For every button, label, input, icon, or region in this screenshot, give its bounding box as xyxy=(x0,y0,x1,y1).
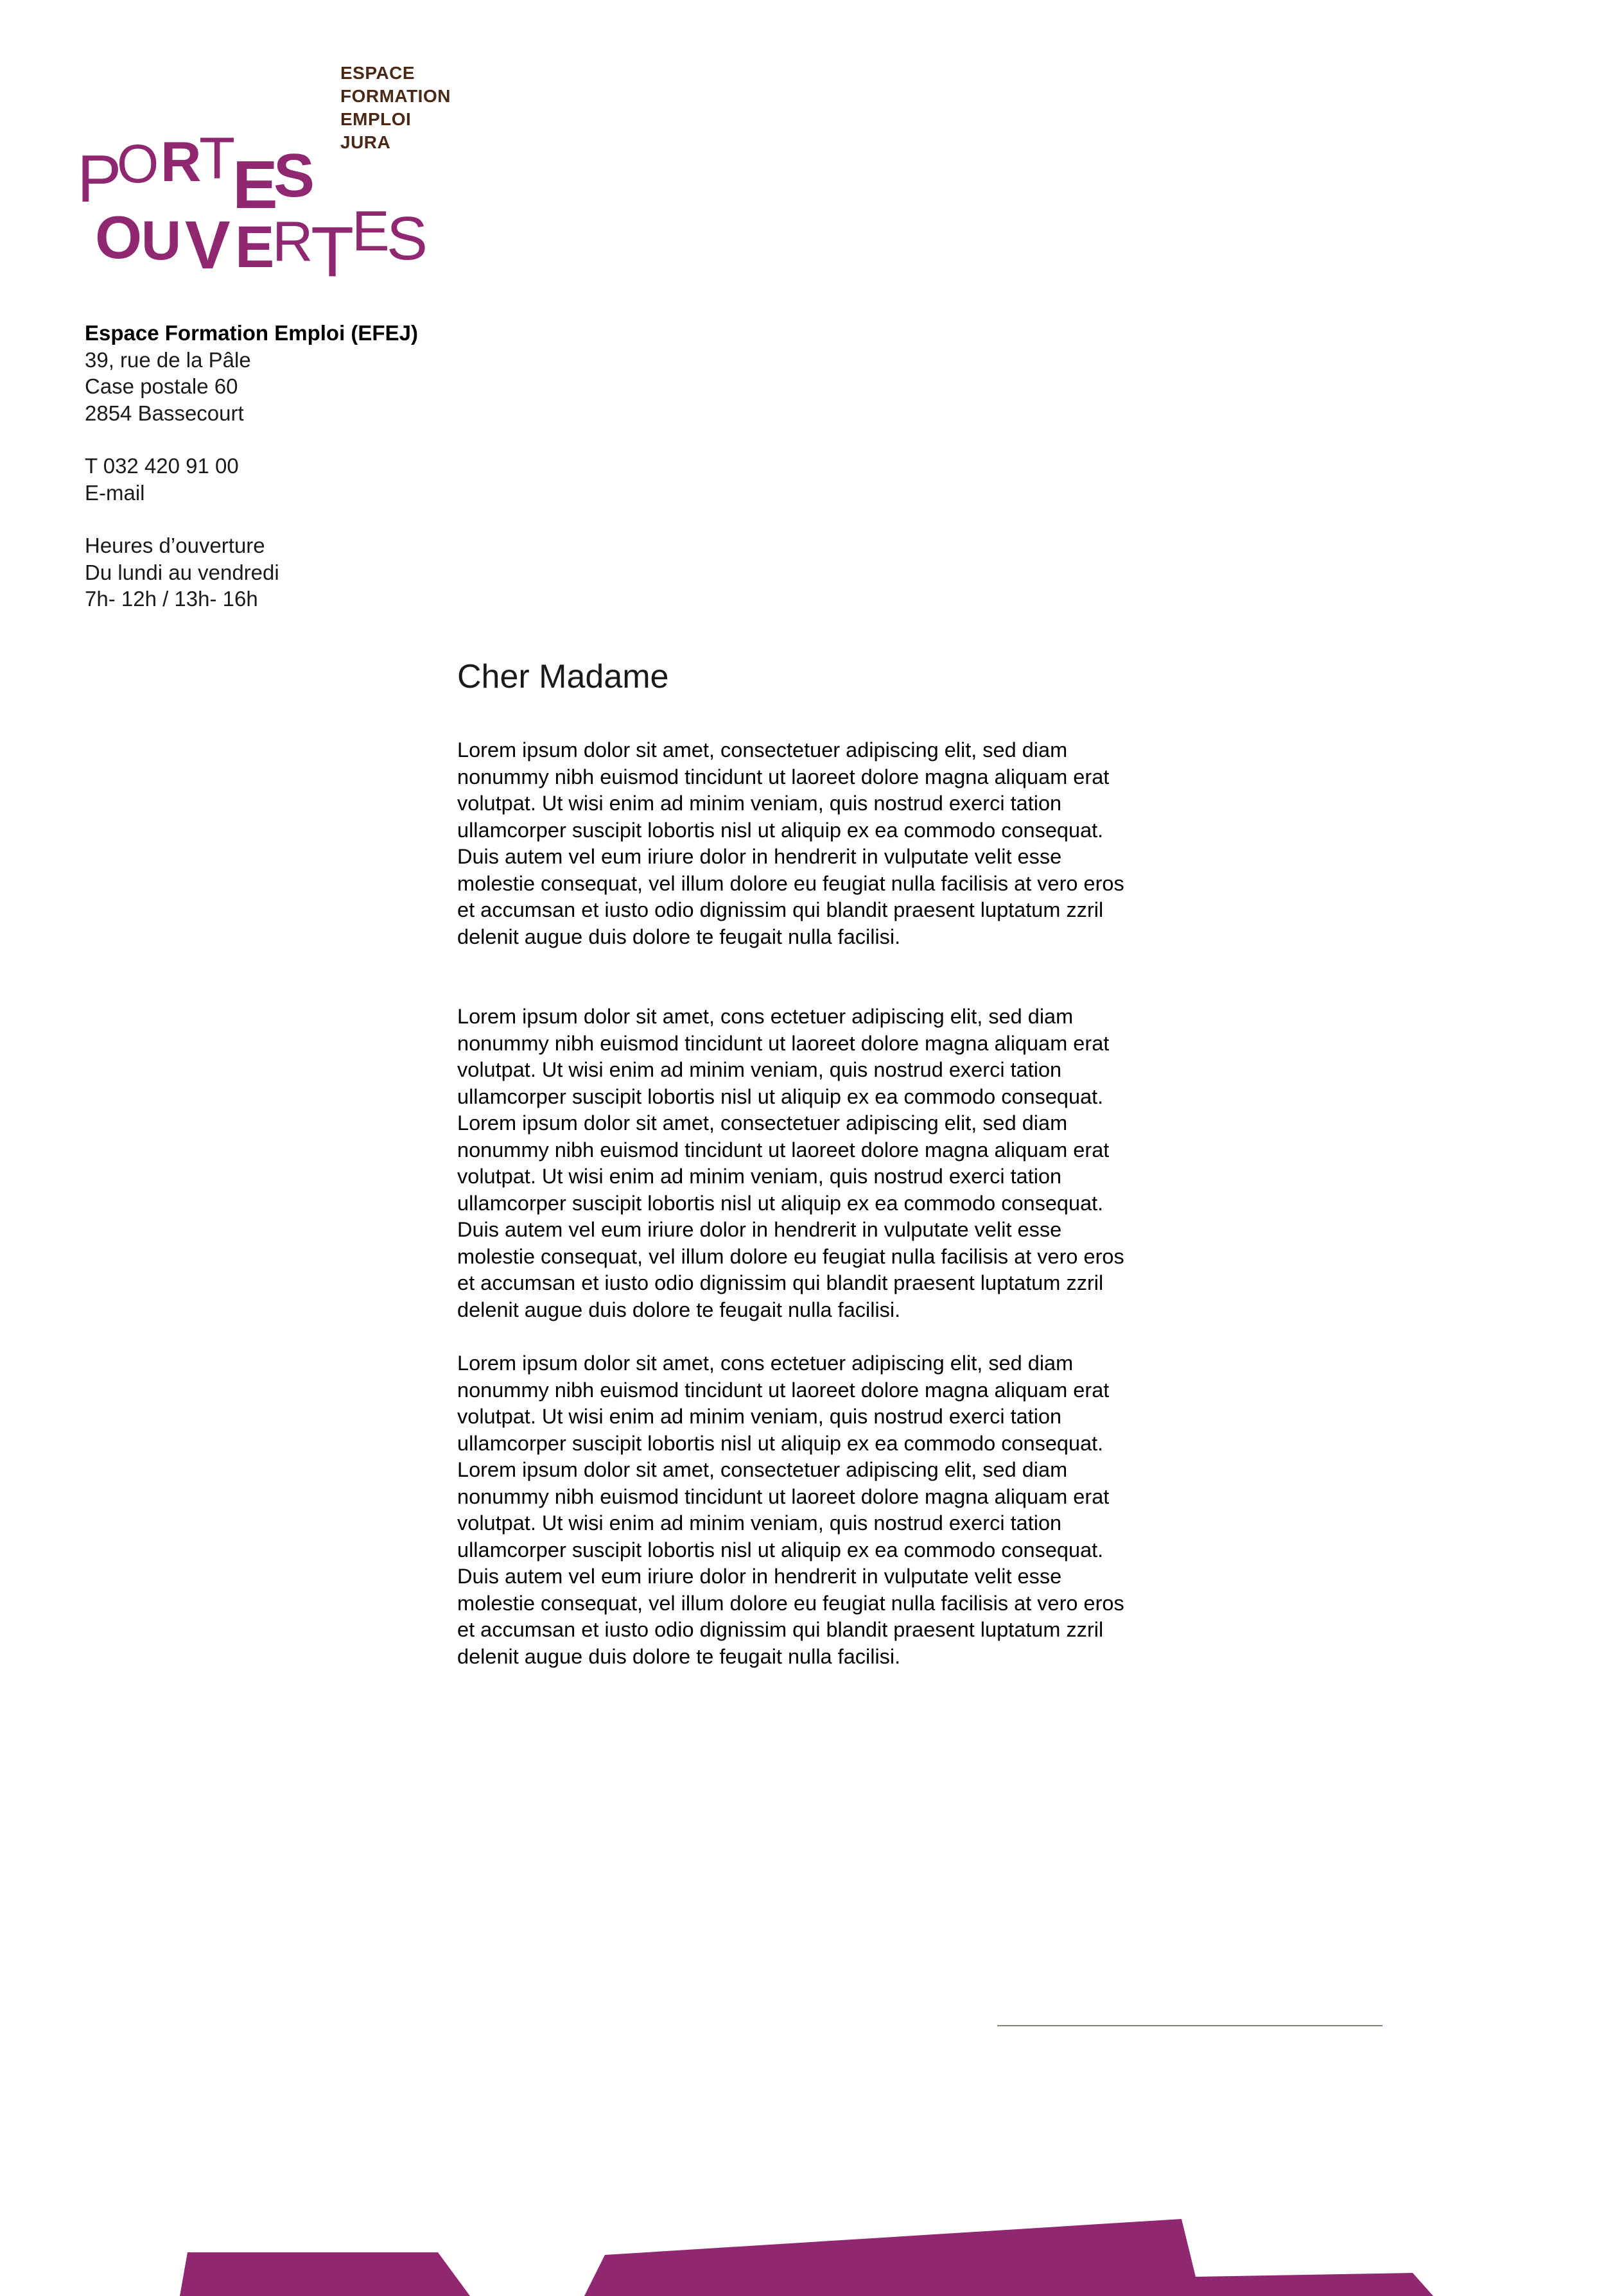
letter-paragraph-1: Lorem ipsum dolor sit amet, consectetuer adipiscing elit, sed diam nonummy nibh euismod tincidunt ut laoreet dolore magna aliquam erat volutpat. Ut wisi enim ad minim veniam, quis nostrud exerci tation ullamcorper suscipit lobortis nisl ut aliquip ex ea commodo consequat. Duis autem vel eum iriure dolor in hendrerit in vulputate velit esse molestie consequat, vel illum dolore eu feugiat nulla facilisis at vero eros et accumsan et iusto odio dignissim qui blandit praesent luptatum zzril delenit augue duis dolore te feugait nulla facilisi. xyxy=(457,738,1124,948)
logo-text-emploi: EMPLOI xyxy=(340,109,412,129)
svg-text:V: V xyxy=(185,207,231,283)
svg-text:R: R xyxy=(272,209,313,273)
svg-text:O: O xyxy=(117,134,159,194)
logo xyxy=(77,62,475,291)
signature-line xyxy=(997,2025,1382,2026)
svg-text:S: S xyxy=(274,141,315,210)
letter-salutation: Cher Madame xyxy=(457,658,669,695)
svg-text:S: S xyxy=(387,204,428,273)
svg-text:P: P xyxy=(77,142,122,216)
svg-text:T: T xyxy=(311,213,354,291)
logo-text-jura: JURA xyxy=(340,132,391,152)
sender-email-link[interactable]: E-mail xyxy=(85,480,145,505)
footer-shape-left xyxy=(180,2252,470,2296)
opening-hours-title: Heures d’ouverture xyxy=(85,534,265,557)
svg-text:T: T xyxy=(199,126,236,191)
sender-address-block xyxy=(85,320,418,613)
spacer xyxy=(85,506,418,532)
logo-text-espace: ESPACE xyxy=(340,63,415,83)
footer-shape-right xyxy=(584,2219,1433,2296)
sender-city: 2854 Bassecourt xyxy=(85,401,244,425)
sender-phone: T 032 420 91 00 xyxy=(85,454,239,478)
svg-text:E: E xyxy=(235,214,275,280)
sender-street: 39, rue de la Pâle xyxy=(85,347,251,372)
spacer xyxy=(85,426,418,453)
footer-decoration xyxy=(0,2209,1622,2296)
sender-postbox: Case postale 60 xyxy=(85,374,238,398)
letter-paragraph-3: Lorem ipsum dolor sit amet, cons ectetuer adipiscing elit, sed diam nonummy nibh euismod tincidunt ut laoreet dolore magna aliquam erat volutpat. Ut wisi enim ad minim veniam, quis nostrud exerci tation ullamcorper suscipit lobortis nisl ut aliquip ex ea commodo consequat. Lorem ipsum dolor sit amet, consectetuer adipiscing elit, sed diam nonummy nibh euismod tincidunt ut laoreet dolore magna aliquam erat volutpat. Ut wisi enim ad minim veniam, quis nostrud exerci tation ullamcorper suscipit lobortis nisl ut aliquip ex ea commodo consequat. Duis autem vel eum iriure dolor in hendrerit in vulputate velit esse molestie consequat, vel illum dolore eu feugiat nulla facilisis at vero eros et accumsan et iusto odio dignissim qui blandit praesent luptatum zzril delenit augue duis dolore te feugait nulla facilisi. xyxy=(457,1352,1124,1668)
opening-hours-times: 7h- 12h / 13h- 16h xyxy=(85,587,258,611)
svg-text:E: E xyxy=(352,199,390,263)
logo-text-formation: FORMATION xyxy=(340,86,451,106)
opening-hours-days: Du lundi au vendredi xyxy=(85,560,279,584)
svg-text:E: E xyxy=(232,147,278,223)
letter-body xyxy=(457,737,1266,1670)
sender-organization: Espace Formation Emploi (EFEJ) xyxy=(85,321,418,345)
letter-paragraph-2: Lorem ipsum dolor sit amet, cons ectetuer adipiscing elit, sed diam nonummy nibh euismod tincidunt ut laoreet dolore magna aliquam erat volutpat. Ut wisi enim ad minim veniam, quis nostrud exerci tation ullamcorper suscipit lobortis nisl ut aliquip ex ea commodo consequat. Lorem ipsum dolor sit amet, consectetuer adipiscing elit, sed diam nonummy nibh euismod tincidunt ut laoreet dolore magna aliquam erat volutpat. Ut wisi enim ad minim veniam, quis nostrud exerci tation ullamcorper suscipit lobortis nisl ut aliquip ex ea commodo consequat. Duis autem vel eum iriure dolor in hendrerit in vulputate velit esse molestie consequat, vel illum dolore eu feugiat nulla facilisis at vero eros et accumsan et iusto odio dignissim qui blandit praesent luptatum zzril delenit augue duis dolore te feugait nulla facilisi. xyxy=(457,1005,1124,1321)
svg-text:O: O xyxy=(95,204,143,271)
svg-text:U: U xyxy=(141,210,182,272)
svg-text:R: R xyxy=(161,130,202,193)
